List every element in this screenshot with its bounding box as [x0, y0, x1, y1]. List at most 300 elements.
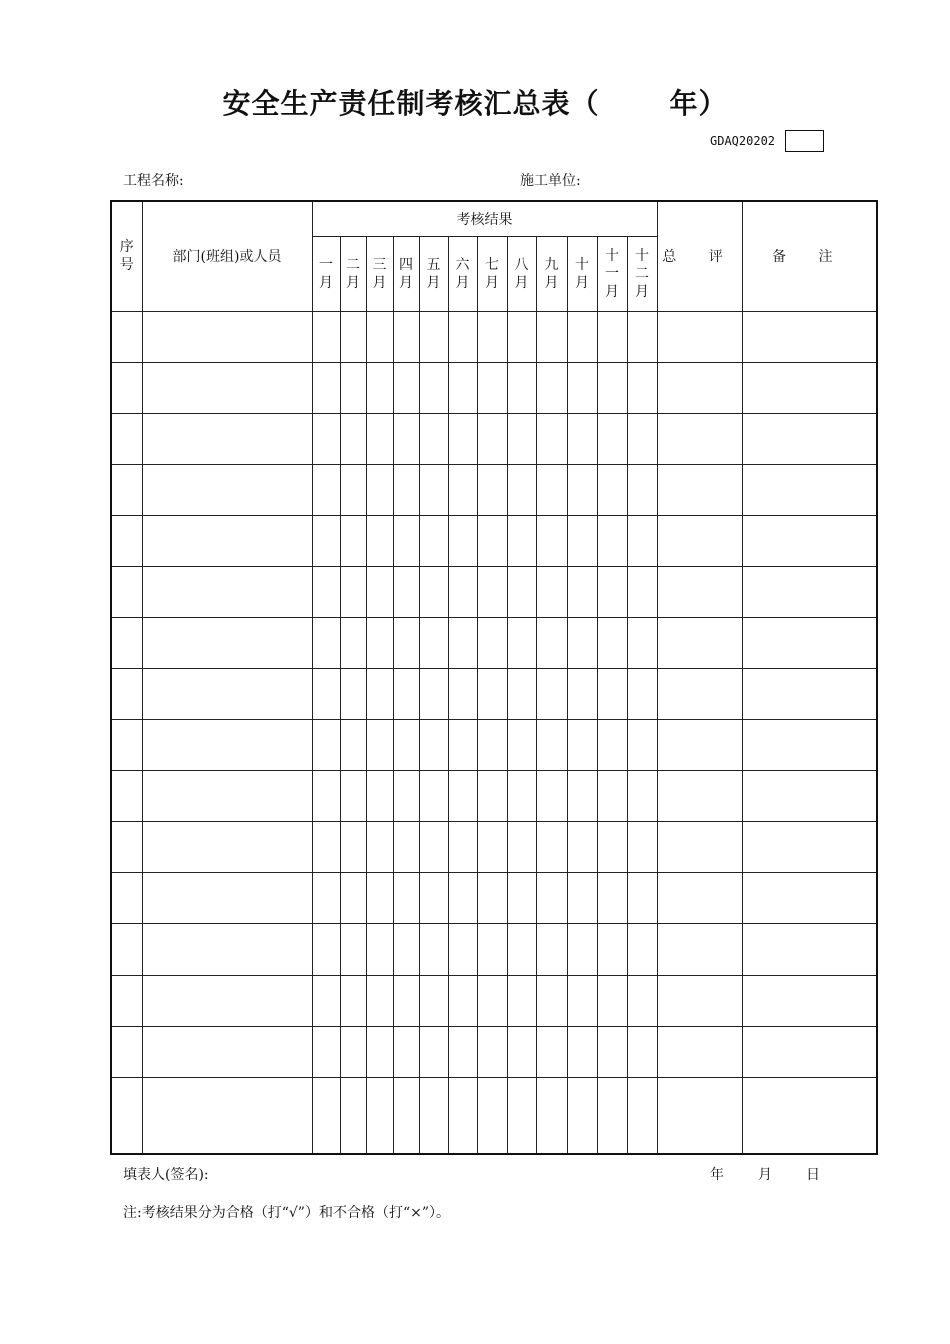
month-result-cell[interactable] — [536, 311, 567, 362]
month-result-cell[interactable] — [340, 669, 366, 720]
overall-cell[interactable] — [657, 924, 742, 975]
month-result-cell[interactable] — [507, 975, 536, 1026]
dept-cell[interactable] — [142, 311, 312, 362]
month-result-cell[interactable] — [597, 720, 627, 771]
overall-cell[interactable] — [657, 1026, 742, 1077]
month-result-cell[interactable] — [340, 924, 366, 975]
month-result-cell[interactable] — [567, 669, 597, 720]
overall-cell[interactable] — [657, 822, 742, 873]
title-year: 年） — [669, 87, 728, 120]
month-result-cell[interactable] — [448, 975, 477, 1026]
month-result-cell[interactable] — [536, 924, 567, 975]
month-result-cell[interactable] — [340, 822, 366, 873]
remarks-cell[interactable] — [742, 464, 877, 515]
month-result-cell[interactable] — [419, 924, 448, 975]
month-result-cell[interactable] — [567, 720, 597, 771]
remarks-cell[interactable] — [742, 311, 877, 362]
seq-cell[interactable] — [111, 464, 142, 515]
remarks-cell[interactable] — [742, 1077, 877, 1154]
table-row — [111, 873, 877, 924]
month-result-cell[interactable] — [536, 669, 567, 720]
seq-cell[interactable] — [111, 311, 142, 362]
month-result-cell[interactable] — [507, 1026, 536, 1077]
month-result-cell[interactable] — [419, 413, 448, 464]
date-month-label: 月 — [758, 1167, 772, 1183]
month-result-cell[interactable] — [507, 464, 536, 515]
month-header-text: 五月 — [426, 256, 441, 291]
month-result-cell[interactable] — [477, 362, 507, 413]
month-result-cell[interactable] — [312, 771, 340, 822]
dept-header — [142, 201, 312, 311]
overall-header-text: 总 评 — [662, 249, 737, 266]
dept-cell[interactable] — [142, 515, 312, 566]
seq-cell[interactable] — [111, 975, 142, 1026]
month-result-cell[interactable] — [597, 975, 627, 1026]
overall-cell[interactable] — [657, 1077, 742, 1154]
seq-cell[interactable] — [111, 924, 142, 975]
month-result-cell[interactable] — [507, 515, 536, 566]
month-result-cell[interactable] — [419, 822, 448, 873]
table-row — [111, 362, 877, 413]
month-result-cell[interactable] — [312, 413, 340, 464]
month-result-cell[interactable] — [312, 515, 340, 566]
month-result-cell[interactable] — [393, 669, 419, 720]
remarks-cell[interactable] — [742, 771, 877, 822]
month-result-cell[interactable] — [567, 413, 597, 464]
dept-cell[interactable] — [142, 566, 312, 617]
month-result-cell[interactable] — [419, 311, 448, 362]
month-result-cell[interactable] — [340, 311, 366, 362]
month-result-cell[interactable] — [366, 566, 393, 617]
month-result-cell[interactable] — [627, 771, 657, 822]
month-result-cell[interactable] — [507, 362, 536, 413]
month-result-cell[interactable] — [393, 771, 419, 822]
month-result-cell[interactable] — [567, 617, 597, 668]
month-result-cell[interactable] — [312, 362, 340, 413]
month-result-cell[interactable] — [477, 975, 507, 1026]
month-result-cell[interactable] — [393, 1077, 419, 1154]
month-result-cell[interactable] — [366, 669, 393, 720]
month-result-cell[interactable] — [567, 311, 597, 362]
overall-cell[interactable] — [657, 873, 742, 924]
month-result-cell[interactable] — [627, 617, 657, 668]
month-result-cell[interactable] — [536, 873, 567, 924]
remarks-cell[interactable] — [742, 720, 877, 771]
month-result-cell[interactable] — [507, 617, 536, 668]
month-result-cell[interactable] — [627, 515, 657, 566]
seq-cell[interactable] — [111, 617, 142, 668]
month-result-cell[interactable] — [567, 1077, 597, 1154]
month-result-cell[interactable] — [393, 311, 419, 362]
month-result-cell[interactable] — [448, 822, 477, 873]
month-result-cell[interactable] — [340, 464, 366, 515]
dept-cell[interactable] — [142, 617, 312, 668]
month-result-cell[interactable] — [567, 515, 597, 566]
month-header-text: 九月 — [544, 256, 559, 291]
dept-cell[interactable] — [142, 1026, 312, 1077]
month-result-cell[interactable] — [366, 873, 393, 924]
seq-cell[interactable] — [111, 873, 142, 924]
month-result-cell[interactable] — [507, 720, 536, 771]
dept-cell[interactable] — [142, 771, 312, 822]
month-header-text: 十二月 — [635, 247, 649, 300]
month-result-cell[interactable] — [567, 822, 597, 873]
remarks-cell[interactable] — [742, 413, 877, 464]
month-result-cell[interactable] — [366, 720, 393, 771]
seq-cell[interactable] — [111, 515, 142, 566]
month-result-cell[interactable] — [536, 771, 567, 822]
month-result-cell[interactable] — [312, 873, 340, 924]
month-result-cell[interactable] — [507, 566, 536, 617]
overall-cell[interactable] — [657, 566, 742, 617]
month-result-cell[interactable] — [627, 311, 657, 362]
month-result-cell[interactable] — [448, 1077, 477, 1154]
month-result-cell[interactable] — [477, 873, 507, 924]
month-result-cell[interactable] — [597, 1026, 627, 1077]
month-result-cell[interactable] — [507, 413, 536, 464]
month-result-cell[interactable] — [419, 1026, 448, 1077]
month-result-cell[interactable] — [312, 975, 340, 1026]
month-result-cell[interactable] — [366, 822, 393, 873]
month-result-cell[interactable] — [340, 771, 366, 822]
table-row — [111, 1026, 877, 1077]
month-result-cell[interactable] — [448, 617, 477, 668]
month-result-cell[interactable] — [393, 464, 419, 515]
month-result-cell[interactable] — [536, 1077, 567, 1154]
month-result-cell[interactable] — [419, 720, 448, 771]
month-result-cell[interactable] — [627, 873, 657, 924]
month-result-cell[interactable] — [419, 566, 448, 617]
month-header-text: 三月 — [372, 256, 387, 291]
month-result-cell[interactable] — [393, 720, 419, 771]
month-result-cell[interactable] — [419, 873, 448, 924]
month-result-cell[interactable] — [477, 311, 507, 362]
month-result-cell[interactable] — [366, 617, 393, 668]
month-result-cell[interactable] — [536, 975, 567, 1026]
month-result-cell[interactable] — [627, 413, 657, 464]
form-code-suffix-box[interactable] — [785, 130, 824, 152]
month-result-cell[interactable] — [536, 617, 567, 668]
month-result-cell[interactable] — [312, 720, 340, 771]
month-result-cell[interactable] — [567, 1026, 597, 1077]
overall-header — [657, 201, 742, 311]
month-result-cell[interactable] — [477, 1077, 507, 1154]
month-result-cell[interactable] — [567, 924, 597, 975]
month-result-cell[interactable] — [507, 873, 536, 924]
overall-cell[interactable] — [657, 669, 742, 720]
month-result-cell[interactable] — [366, 362, 393, 413]
month-result-cell[interactable] — [312, 822, 340, 873]
month-result-cell[interactable] — [312, 669, 340, 720]
filler-signature-label: 填表人(签名): — [123, 1167, 209, 1183]
remarks-cell[interactable] — [742, 617, 877, 668]
overall-cell[interactable] — [657, 771, 742, 822]
month-result-cell[interactable] — [597, 311, 627, 362]
month-result-cell[interactable] — [507, 669, 536, 720]
month-result-cell[interactable] — [627, 669, 657, 720]
month-result-cell[interactable] — [597, 1077, 627, 1154]
month-result-cell[interactable] — [567, 362, 597, 413]
month-result-cell[interactable] — [567, 771, 597, 822]
month-result-cell[interactable] — [477, 464, 507, 515]
month-result-cell[interactable] — [477, 771, 507, 822]
month-result-cell[interactable] — [419, 515, 448, 566]
remarks-cell[interactable] — [742, 1026, 877, 1077]
month-result-cell[interactable] — [393, 873, 419, 924]
month-result-cell[interactable] — [366, 311, 393, 362]
results-header-text: 考核结果 — [456, 211, 513, 228]
dept-cell[interactable] — [142, 669, 312, 720]
month-header — [448, 236, 477, 311]
month-result-cell[interactable] — [597, 362, 627, 413]
overall-cell[interactable] — [657, 362, 742, 413]
dept-cell[interactable] — [142, 720, 312, 771]
month-result-cell[interactable] — [419, 771, 448, 822]
table-row — [111, 771, 877, 822]
month-header — [419, 236, 448, 311]
remarks-cell[interactable] — [742, 822, 877, 873]
month-result-cell[interactable] — [597, 924, 627, 975]
month-result-cell[interactable] — [340, 617, 366, 668]
month-header-text: 二月 — [346, 256, 360, 291]
overall-cell[interactable] — [657, 720, 742, 771]
month-result-cell[interactable] — [597, 822, 627, 873]
month-result-cell[interactable] — [340, 515, 366, 566]
table-row — [111, 617, 877, 668]
month-result-cell[interactable] — [366, 924, 393, 975]
month-result-cell[interactable] — [340, 362, 366, 413]
dept-cell[interactable] — [142, 822, 312, 873]
month-result-cell[interactable] — [366, 1077, 393, 1154]
seq-cell[interactable] — [111, 413, 142, 464]
month-result-cell[interactable] — [312, 617, 340, 668]
table-row — [111, 669, 877, 720]
month-header-text: 十一月 — [605, 247, 619, 300]
month-result-cell[interactable] — [393, 515, 419, 566]
dept-cell[interactable] — [142, 362, 312, 413]
project-name-label: 工程名称: — [123, 173, 184, 189]
month-result-cell[interactable] — [477, 1026, 507, 1077]
month-result-cell[interactable] — [393, 1026, 419, 1077]
month-result-cell[interactable] — [477, 822, 507, 873]
month-result-cell[interactable] — [477, 566, 507, 617]
month-result-cell[interactable] — [597, 566, 627, 617]
month-result-cell[interactable] — [507, 771, 536, 822]
month-result-cell[interactable] — [340, 873, 366, 924]
month-result-cell[interactable] — [536, 566, 567, 617]
month-result-cell[interactable] — [340, 413, 366, 464]
month-result-cell[interactable] — [627, 975, 657, 1026]
seq-header-text: 序号 — [119, 239, 134, 274]
month-result-cell[interactable] — [536, 413, 567, 464]
overall-cell[interactable] — [657, 975, 742, 1026]
month-result-cell[interactable] — [536, 515, 567, 566]
month-result-cell[interactable] — [567, 873, 597, 924]
overall-cell[interactable] — [657, 413, 742, 464]
title-main: 安全生产责任制考核汇总表（ — [222, 87, 600, 120]
month-result-cell[interactable] — [340, 566, 366, 617]
month-result-cell[interactable] — [366, 1026, 393, 1077]
seq-cell[interactable] — [111, 1077, 142, 1154]
month-result-cell[interactable] — [419, 464, 448, 515]
dept-cell[interactable] — [142, 873, 312, 924]
month-result-cell[interactable] — [507, 1077, 536, 1154]
month-result-cell[interactable] — [627, 924, 657, 975]
month-result-cell[interactable] — [477, 413, 507, 464]
month-result-cell[interactable] — [597, 771, 627, 822]
month-header-text: 七月 — [485, 256, 499, 291]
seq-cell[interactable] — [111, 771, 142, 822]
month-result-cell[interactable] — [597, 617, 627, 668]
seq-cell[interactable] — [111, 669, 142, 720]
month-result-cell[interactable] — [477, 515, 507, 566]
month-result-cell[interactable] — [597, 515, 627, 566]
month-result-cell[interactable] — [340, 720, 366, 771]
month-result-cell[interactable] — [448, 669, 477, 720]
month-result-cell[interactable] — [627, 566, 657, 617]
month-result-cell[interactable] — [448, 720, 477, 771]
month-result-cell[interactable] — [340, 1026, 366, 1077]
month-result-cell[interactable] — [627, 1026, 657, 1077]
month-result-cell[interactable] — [340, 975, 366, 1026]
month-result-cell[interactable] — [627, 822, 657, 873]
month-result-cell[interactable] — [366, 975, 393, 1026]
month-result-cell[interactable] — [448, 566, 477, 617]
month-result-cell[interactable] — [627, 1077, 657, 1154]
month-result-cell[interactable] — [567, 464, 597, 515]
seq-cell[interactable] — [111, 362, 142, 413]
month-result-cell[interactable] — [536, 822, 567, 873]
dept-cell[interactable] — [142, 1077, 312, 1154]
dept-cell[interactable] — [142, 975, 312, 1026]
seq-cell[interactable] — [111, 1026, 142, 1077]
month-result-cell[interactable] — [312, 1026, 340, 1077]
month-result-cell[interactable] — [477, 924, 507, 975]
month-result-cell[interactable] — [448, 362, 477, 413]
month-result-cell[interactable] — [393, 566, 419, 617]
date-year-label: 年 — [710, 1167, 724, 1183]
month-result-cell[interactable] — [448, 873, 477, 924]
month-result-cell[interactable] — [366, 515, 393, 566]
month-result-cell[interactable] — [393, 975, 419, 1026]
remarks-cell[interactable] — [742, 566, 877, 617]
month-result-cell[interactable] — [340, 1077, 366, 1154]
overall-cell[interactable] — [657, 311, 742, 362]
table-row — [111, 515, 877, 566]
month-result-cell[interactable] — [448, 311, 477, 362]
month-result-cell[interactable] — [536, 720, 567, 771]
remarks-header — [742, 201, 877, 311]
overall-cell[interactable] — [657, 515, 742, 566]
table-row — [111, 311, 877, 362]
remarks-header-text: 备 注 — [772, 249, 847, 266]
construction-unit-label: 施工单位: — [520, 173, 581, 189]
month-result-cell[interactable] — [312, 1077, 340, 1154]
remarks-cell[interactable] — [742, 669, 877, 720]
month-result-cell[interactable] — [312, 924, 340, 975]
month-result-cell[interactable] — [448, 413, 477, 464]
month-result-cell[interactable] — [597, 873, 627, 924]
month-result-cell[interactable] — [419, 362, 448, 413]
month-result-cell[interactable] — [312, 566, 340, 617]
table-row — [111, 566, 877, 617]
dept-cell[interactable] — [142, 464, 312, 515]
dept-cell[interactable] — [142, 413, 312, 464]
month-result-cell[interactable] — [393, 924, 419, 975]
month-result-cell[interactable] — [419, 669, 448, 720]
remarks-cell[interactable] — [742, 924, 877, 975]
month-result-cell[interactable] — [448, 1026, 477, 1077]
month-result-cell[interactable] — [477, 720, 507, 771]
month-result-cell[interactable] — [627, 464, 657, 515]
month-result-cell[interactable] — [627, 362, 657, 413]
month-result-cell[interactable] — [393, 822, 419, 873]
month-result-cell[interactable] — [448, 924, 477, 975]
month-result-cell[interactable] — [597, 413, 627, 464]
month-result-cell[interactable] — [366, 464, 393, 515]
month-result-cell[interactable] — [419, 975, 448, 1026]
remarks-cell[interactable] — [742, 362, 877, 413]
month-result-cell[interactable] — [477, 617, 507, 668]
month-result-cell[interactable] — [567, 566, 597, 617]
month-result-cell[interactable] — [419, 1077, 448, 1154]
month-result-cell[interactable] — [393, 413, 419, 464]
remarks-cell[interactable] — [742, 975, 877, 1026]
month-result-cell[interactable] — [312, 464, 340, 515]
month-header-text: 六月 — [455, 256, 470, 291]
month-result-cell[interactable] — [536, 362, 567, 413]
seq-cell[interactable] — [111, 720, 142, 771]
month-result-cell[interactable] — [507, 311, 536, 362]
month-result-cell[interactable] — [567, 975, 597, 1026]
assessment-table — [110, 200, 878, 1155]
remarks-cell[interactable] — [742, 873, 877, 924]
month-result-cell[interactable] — [507, 924, 536, 975]
month-header — [477, 236, 507, 311]
month-result-cell[interactable] — [448, 771, 477, 822]
month-result-cell[interactable] — [627, 720, 657, 771]
month-header — [507, 236, 536, 311]
month-result-cell[interactable] — [448, 464, 477, 515]
seq-cell[interactable] — [111, 822, 142, 873]
dept-cell[interactable] — [142, 924, 312, 975]
month-header — [627, 236, 657, 311]
dept-header-text: 部门(班组)或人员 — [172, 249, 282, 266]
seq-cell[interactable] — [111, 566, 142, 617]
remarks-cell[interactable] — [742, 515, 877, 566]
month-result-cell[interactable] — [536, 464, 567, 515]
month-result-cell[interactable] — [597, 669, 627, 720]
overall-cell[interactable] — [657, 617, 742, 668]
month-result-cell[interactable] — [597, 464, 627, 515]
month-result-cell[interactable] — [448, 515, 477, 566]
table-row — [111, 975, 877, 1026]
overall-cell[interactable] — [657, 464, 742, 515]
month-result-cell[interactable] — [366, 771, 393, 822]
month-header-text: 十月 — [575, 256, 589, 291]
month-result-cell[interactable] — [477, 669, 507, 720]
month-result-cell[interactable] — [393, 617, 419, 668]
month-header-text: 四月 — [399, 256, 413, 291]
month-result-cell[interactable] — [507, 822, 536, 873]
month-result-cell[interactable] — [393, 362, 419, 413]
month-result-cell[interactable] — [366, 413, 393, 464]
month-result-cell[interactable] — [536, 1026, 567, 1077]
table-row — [111, 720, 877, 771]
month-header-text: 八月 — [514, 256, 529, 291]
month-result-cell[interactable] — [419, 617, 448, 668]
month-result-cell[interactable] — [312, 311, 340, 362]
